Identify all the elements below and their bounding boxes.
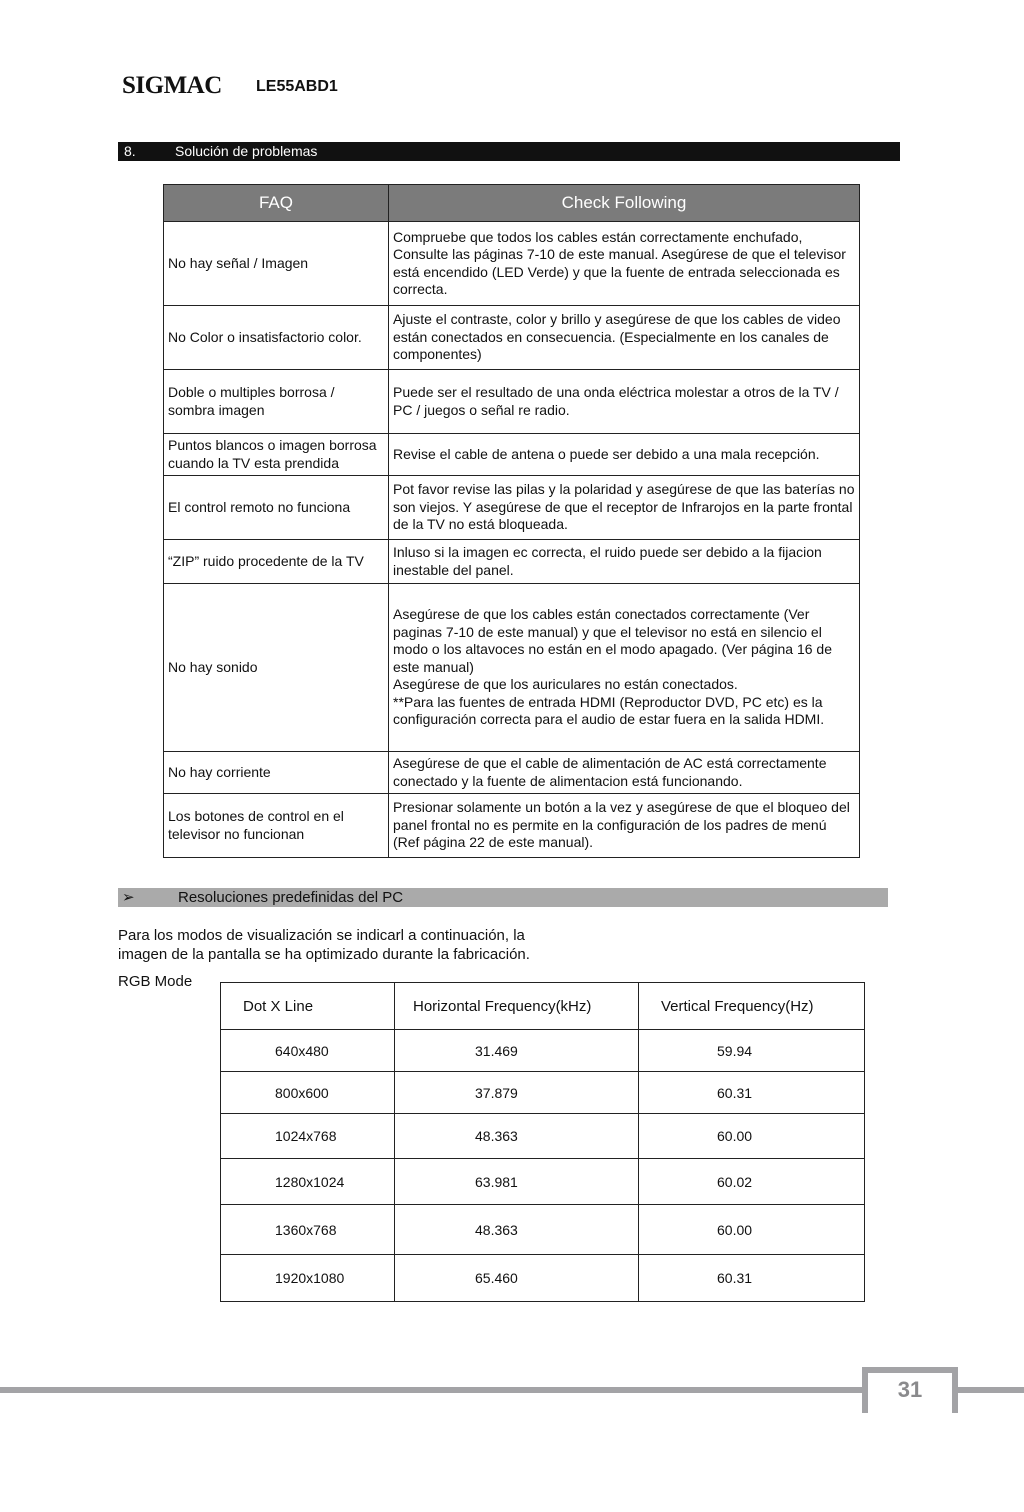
faq-answer: Puede ser el resultado de una onda eléctrica molestar a otros de la TV / PC / juegos o señal re radio.: [389, 370, 860, 434]
faq-row: [164, 434, 860, 476]
model-number: LE55ABD1: [256, 78, 338, 95]
faq-header-row: [164, 185, 860, 222]
faq-answer: Asegúrese de que los cables están conectados correctamente (Ver paginas 7-10 de este manual) y que el televisor no está en silencio el modo o los altavoces no están en el modo apagado. (Ver página 16 de este manual) Asegúrese de que los auriculares no están conectados. **Para las fuentes de entrada HDMI (Reproductor DVD, PC etc) es la configuración correcta para el audio de estar fuera en la salida HDMI.: [389, 584, 860, 752]
faq-row: [164, 476, 860, 540]
section-heading-troubleshooting: [118, 142, 900, 161]
faq-row: [164, 584, 860, 752]
faq-header-faq: FAQ: [164, 185, 389, 222]
intro-line: Para los modos de visualización se indicarl a continuación, la: [118, 927, 525, 944]
faq-answer: Revise el cable de antena o puede ser debido a una mala recepción.: [389, 434, 860, 476]
resolution-cell: 48.363: [395, 1114, 639, 1159]
resolution-cell: 63.981: [395, 1159, 639, 1205]
resolution-cell: 60.02: [639, 1159, 865, 1205]
faq-answer: Compruebe que todos los cables están correctamente enchufado, Consulte las páginas 7-10 de este manual. Asegúrese de que el televisor está encendido (LED Verde) y que la fuente de entrada seleccionada es correcta.: [389, 222, 860, 306]
resolution-cell: 60.31: [639, 1072, 865, 1114]
section-title: Solución de problemas: [175, 143, 318, 159]
faq-row: [164, 370, 860, 434]
faq-answer: Pot favor revise las pilas y la polaridad y asegúrese de que las baterías no son viejos. Y asegúrese de que el receptor de Infrarojos en la parte frontal de la TV no está bloqueada.: [389, 476, 860, 540]
faq-question: No hay sonido: [164, 584, 389, 752]
header-dot-line: Dot X Line: [221, 983, 395, 1030]
arrow-bullet-icon: ➢: [122, 889, 135, 906]
faq-question: El control remoto no funciona: [164, 476, 389, 540]
resolution-cell: 60.00: [639, 1205, 865, 1255]
resolution-row: [221, 1205, 865, 1255]
rgb-mode-label: RGB Mode: [118, 973, 193, 990]
faq-question: No hay señal / Imagen: [164, 222, 389, 306]
intro-paragraph: [118, 926, 530, 964]
resolution-cell: 640x480: [221, 1030, 395, 1072]
resolution-row: [221, 1072, 865, 1114]
header-vertical-frequency: Vertical Frequency(Hz): [639, 983, 865, 1030]
faq-row: [164, 752, 860, 794]
faq-question: Los botones de control en el televisor no funcionan: [164, 794, 389, 858]
resolution-cell: 60.31: [639, 1255, 865, 1302]
resolution-row: [221, 1159, 865, 1205]
resolution-cell: 31.469: [395, 1030, 639, 1072]
resolutions-header-row: [221, 983, 865, 1030]
intro-line: imagen de la pantalla se ha optimizado durante la fabricación.: [118, 946, 530, 963]
faq-answer: Ajuste el contraste, color y brillo y asegúrese de que los cables de video están conectados en consecuencia. (Especialmente en los canales de componentes): [389, 306, 860, 370]
faq-question: No hay corriente: [164, 752, 389, 794]
faq-question: Puntos blancos o imagen borrosa cuando la TV esta prendida: [164, 434, 389, 476]
faq-row: [164, 540, 860, 584]
resolution-cell: 37.879: [395, 1072, 639, 1114]
faq-row: [164, 306, 860, 370]
resolution-row: [221, 1030, 865, 1072]
header-horizontal-frequency: Horizontal Frequency(kHz): [395, 983, 639, 1030]
resolution-cell: 59.94: [639, 1030, 865, 1072]
resolution-cell: 60.00: [639, 1114, 865, 1159]
resolution-cell: 48.363: [395, 1205, 639, 1255]
faq-table: [163, 184, 860, 858]
faq-answer: Asegúrese de que el cable de alimentación de AC está correctamente conectado y la fuente de alimentacion está funcionando.: [389, 752, 860, 794]
faq-row: [164, 794, 860, 858]
resolution-cell: 1280x1024: [221, 1159, 395, 1205]
resolution-cell: 1360x768: [221, 1205, 395, 1255]
resolutions-table: [220, 982, 865, 1302]
section-heading-pc-resolutions: [118, 888, 888, 907]
resolution-cell: 65.460: [395, 1255, 639, 1302]
resolution-row: [221, 1255, 865, 1302]
section-number: 8.: [124, 143, 136, 159]
faq-answer: Inluso si la imagen ec correcta, el ruido puede ser debido a la fijacion inestable del panel.: [389, 540, 860, 584]
faq-question: No Color o insatisfactorio color.: [164, 306, 389, 370]
page-number: 31: [897, 1377, 923, 1402]
faq-question: “ZIP” ruido procedente de la TV: [164, 540, 389, 584]
faq-answer: Presionar solamente un botón a la vez y asegúrese de que el bloqueo del panel frontal no es permite en la configuración de los padres de menú (Ref página 22 de este manual).: [389, 794, 860, 858]
resolution-cell: 1024x768: [221, 1114, 395, 1159]
faq-row: [164, 222, 860, 306]
faq-header-check: Check Following: [389, 185, 860, 222]
faq-question: Doble o multiples borrosa / sombra imagen: [164, 370, 389, 434]
resolution-row: [221, 1114, 865, 1159]
resolution-cell: 800x600: [221, 1072, 395, 1114]
brand-logo: SIGMAC: [122, 72, 222, 99]
section-title: Resoluciones predefinidas del PC: [178, 889, 404, 906]
resolution-cell: 1920x1080: [221, 1255, 395, 1302]
